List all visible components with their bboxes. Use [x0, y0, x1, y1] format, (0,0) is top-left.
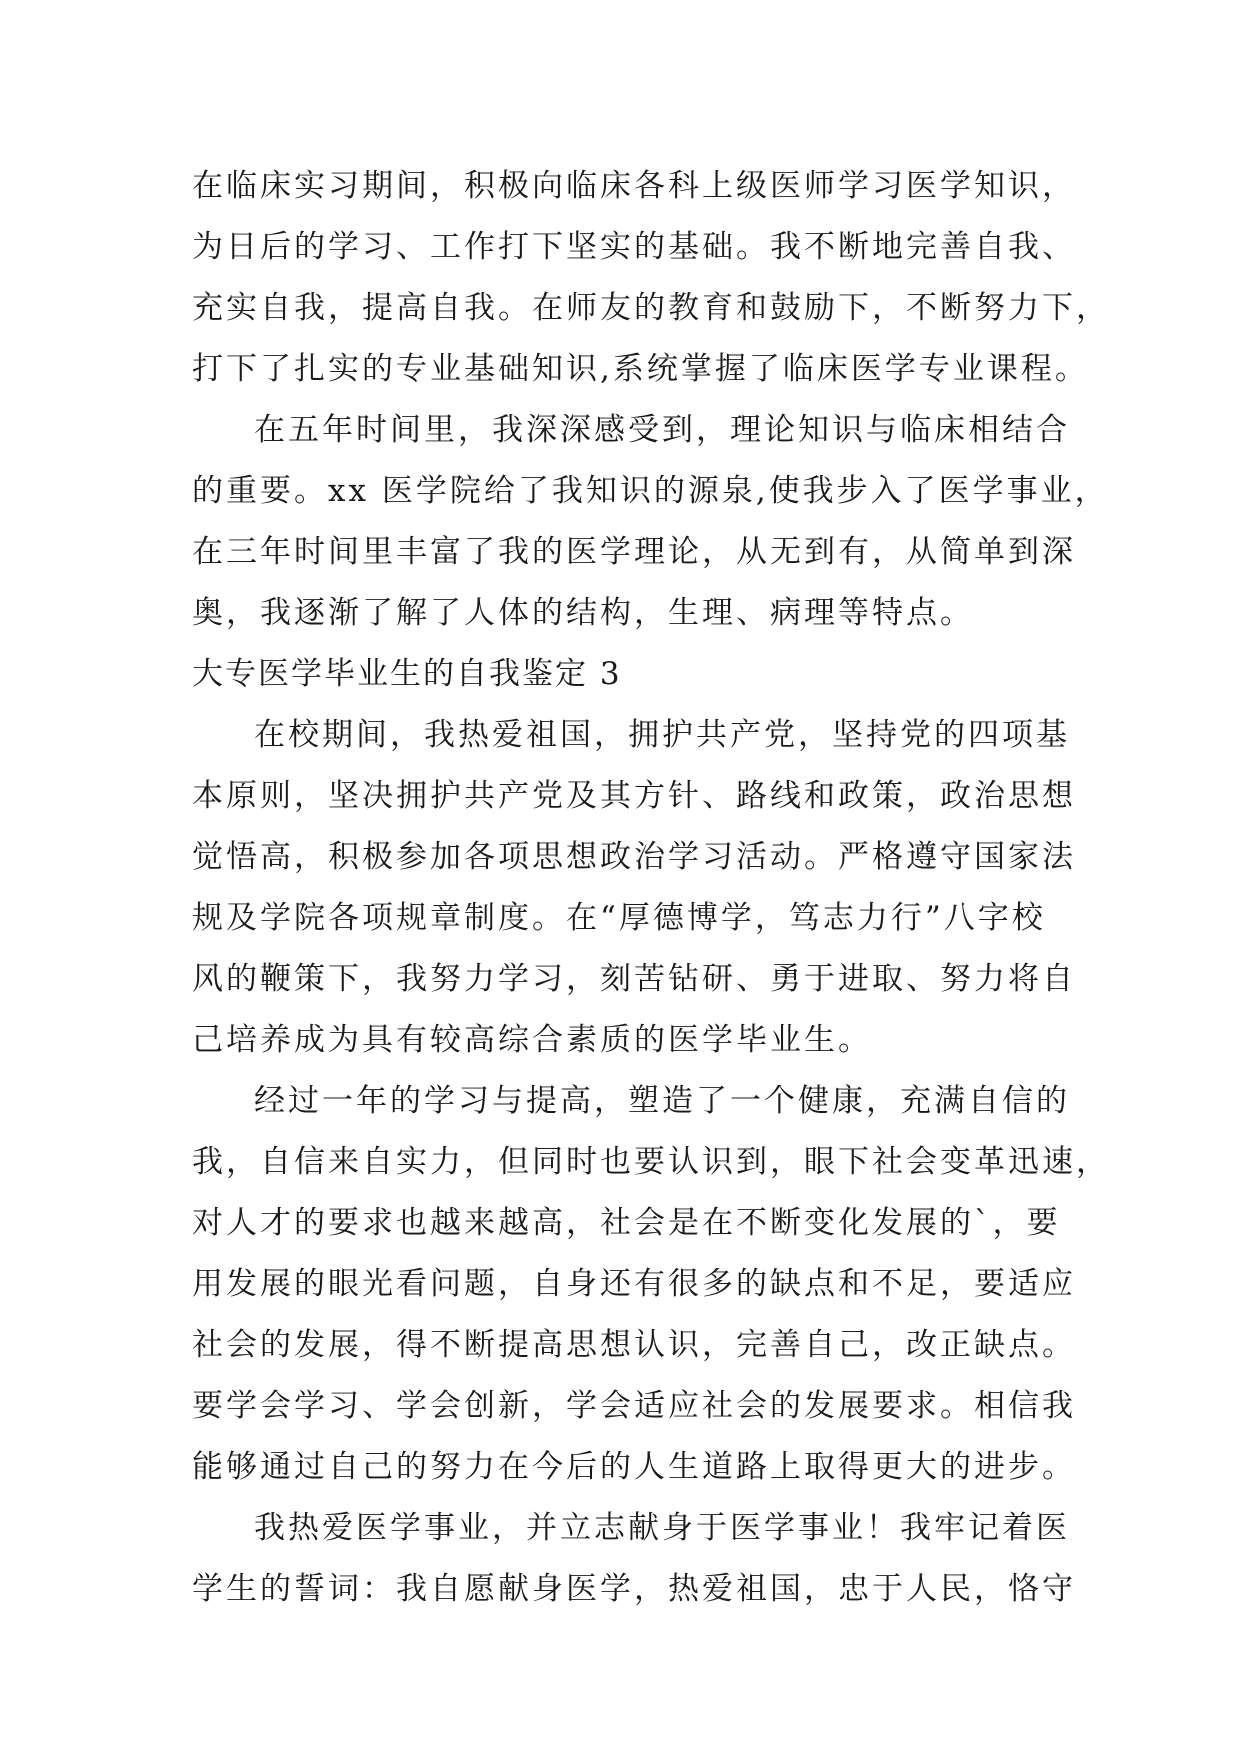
paragraph-line: 要学会学习、学会创新，学会适应社会的发展要求。相信我 — [192, 1388, 1076, 1424]
paragraph-line: 社会的发展，得不断提高思想认识，完善自己，改正缺点。 — [192, 1327, 1076, 1363]
paragraph-line: 对人才的要求也越来越高，社会是在不断变化发展的`，要 — [192, 1205, 1061, 1241]
paragraph-line: 为日后的学习、工作打下坚实的基础。我不断地完善自我、 — [192, 229, 1076, 265]
paragraph-line: 用发展的眼光看问题，自身还有很多的缺点和不足，要适应 — [192, 1266, 1076, 1302]
paragraph-line: 的重要。xx 医学院给了我知识的源泉,使我步入了医学事业， — [192, 473, 1109, 509]
paragraph-line: 我热爱医学事业，并立志献身于医学事业！我牢记着医 — [254, 1510, 1070, 1546]
paragraph-line: 在五年时间里，我深深感受到，理论知识与临床相结合 — [254, 412, 1070, 448]
section-heading: 大专医学毕业生的自我鉴定 3 — [192, 656, 622, 692]
paragraph-line: 规及学院各项规章制度。在“厚德博学，笃志力行”八字校 — [192, 900, 1046, 936]
paragraph-line: 能够通过自己的努力在今后的人生道路上取得更大的进步。 — [192, 1449, 1076, 1485]
paragraph-line: 本原则，坚决拥护共产党及其方针、路线和政策，政治思想 — [192, 778, 1076, 814]
paragraph-line: 在校期间，我热爱祖国，拥护共产党，坚持党的四项基 — [254, 717, 1070, 753]
paragraph-line: 奥，我逐渐了解了人体的结构，生理、病理等特点。 — [192, 595, 974, 631]
paragraph-line: 己培养成为具有较高综合素质的医学毕业生。 — [192, 1022, 872, 1058]
paragraph-line: 学生的誓词：我自愿献身医学，热爱祖国，忠于人民，恪守 — [192, 1571, 1076, 1607]
paragraph-line: 经过一年的学习与提高，塑造了一个健康，充满自信的 — [254, 1083, 1070, 1119]
paragraph-line: 充实自我，提高自我。在师友的教育和鼓励下，不断努力下， — [192, 290, 1110, 326]
document-body — [192, 156, 1110, 1620]
paragraph-line: 我，自信来自实力，但同时也要认识到，眼下社会变革迅速， — [192, 1144, 1110, 1180]
paragraph-line: 觉悟高，积极参加各项思想政治学习活动。严格遵守国家法 — [192, 839, 1076, 875]
paragraph-line: 打下了扎实的专业基础知识,系统掌握了临床医学专业课程。 — [192, 351, 1089, 387]
paragraph-line: 在三年时间里丰富了我的医学理论，从无到有，从简单到深 — [192, 534, 1076, 570]
paragraph-line: 在临床实习期间，积极向临床各科上级医师学习医学知识， — [192, 168, 1076, 204]
paragraph-line: 风的鞭策下，我努力学习，刻苦钻研、勇于进取、努力将自 — [192, 961, 1076, 997]
